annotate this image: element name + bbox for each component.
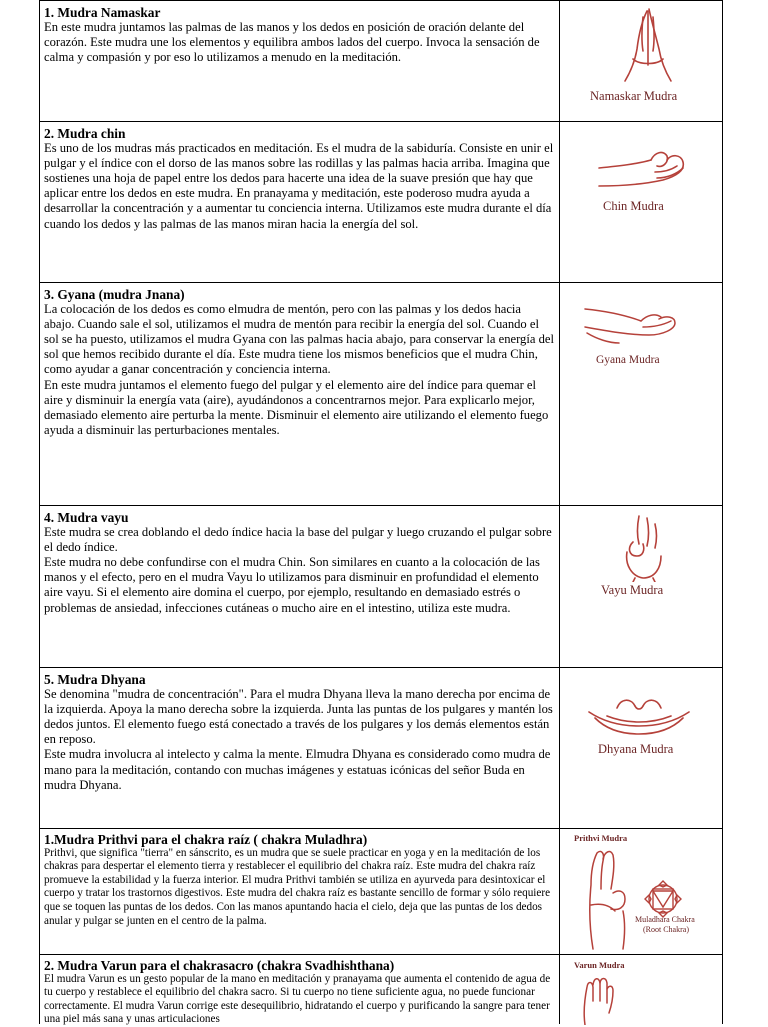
varun-mudra-hand-illustration [579,971,623,1025]
row-text [44,959,554,1027]
row-body: El mudra Varun es un gesto popular de la mano en meditación y pranayama que aumenta el contenido de agua de tu cuerpo y restablece el equilibrio del chakra sacro. Si tu cuerpo no tiene suficiente agua, no puede funcionar correctamente. El mudra Varun corrige este desequilibrio, hidratando el cuerpo y purificando la sangre para tener una piel más sana y unas articulaciones [44,972,551,1026]
table-row [39,667,723,828]
row-title: 4. Mudra vayu [44,510,129,525]
row-title: 2. Mudra Varun para el chakrasacro (chakra Svadhishthana) [44,958,395,973]
image-label: Prithvi Mudra [574,833,628,843]
table-row [39,282,723,505]
row-body: Es uno de los mudras más practicados en meditación. Es el mudra de la sabiduría. Consiste en unir el pulgar y el índice con el dorso de las manos sobre las rodillas y las palmas hacia arriba. Imagina que sostienes una hoja de papel entre los dedos para hacerte una idea de la suave presión que hay que aplicar entre los dedos en este mudra. En pranayama y meditación, este poderoso mudra ayuda a desarrollar la concentración y a aumentar tu conciencia interna. Utilizamos este mudra durante el día cuando los dedos y las palmas de las manos miran hacia la energía del sol. [44,141,554,231]
table-row [39,505,723,667]
row-title: 5. Mudra Dhyana [44,672,146,687]
image-label: Dhyana Mudra [598,742,674,756]
row-text [44,126,554,232]
row-body: En este mudra juntamos el elemento fuego del pulgar y el elemento aire del índice para quemar el aire y disminuir la energía vata (aire), ayudándonos a concentrarnos mejor. Para explicarlo mejor, demasiado elemento aire perturba la mente. Disminuir el elemento aire utilizando el elemento fuego ayuda a disminuir las perturbaciones mentales. [44,377,549,437]
row-body: En este mudra juntamos las palmas de las manos y los dedos en posición de oración delante del corazón. Este mudra une los elementos y equilibra ambos lados del cuerpo. Invoca la sensación de calma y compasión y por eso lo utilizamos a menudo en la meditación. [44,20,540,65]
row-body: Prithvi, que significa "tierra" en sánscrito, es un mudra que se suele practicar en yoga y en la meditación de los chakras para despertar el elemento tierra y restablecer el equilibrio del chakra raíz. Este mudra del chakra raíz promueve la estabilidad y la fuerza interior. El mudra Prithvi también se utiliza en ayurveda para desintoxicar el cuerpo y tratar los trastornos digestivos. Este mudra del chakra raíz es bastante sencillo de formar y sólo requiere que se toquen las puntas de los dedos. Con las manos apuntando hacia el cielo, deja que las puntas de los dedos anular y pulgar se junten en el centro de la palma. [44,846,551,927]
table-row [39,0,723,121]
dhyana-mudra-illustration [587,688,691,738]
image-label: Gyana Mudra [596,354,660,366]
row-body: Este mudra no debe confundirse con el mudra Chin. Son similares en cuanto a la colocación de las manos y el efecto, pero en el mudra Vayu lo utilizamos para disminuir en profundidad el elemento aire vayu. Si el elemento aire domina el cuerpo, por ejemplo, resultando en demasiado estrés o problemas de ansiedad, infecciones cutáneas o mucho aire en el intestino, utiliza este mudra. [44,555,540,615]
table-row [39,954,723,1024]
table-row [39,828,723,954]
chin-mudra-illustration [597,146,689,194]
row-text [44,672,554,793]
table-row [39,121,723,282]
row-title: 2. Mudra chin [44,126,126,141]
prithvi-mudra-hand-illustration [579,845,635,951]
row-title: 1. Mudra Namaskar [44,5,161,20]
row-text [44,510,554,616]
vayu-mudra-illustration [609,512,679,582]
row-text [44,287,554,438]
row-body: Se denomina "mudra de concentración". Para el mudra Dhyana lleva la mano derecha por encima de la izquierda. Apoya la mano derecha sobre la izquierda. Junta las puntas de los pulgares y mantén los dedos juntos. El elemento fuego está conectado a través de los pulgares y los demás elementos están en reposo. [44,687,553,747]
row-title: 3. Gyana (mudra Jnana) [44,287,185,302]
row-text [44,5,554,65]
row-body: La colocación de los dedos es como elmudra de mentón, pero con las palmas y los dedos hacia abajo. Cuando sale el sol, utilizamos el mudra de mentón para recibir la energía del sol. Cuando el sol se ha puesto, utilizamos el mudra Gyana con las palmas hacia abajo, para conservar la energía del sol que hemos recibido durante el día. Este mudra tiene los mismos beneficios que el mudra Chin, como ayudar a ganar concentración y conciencia interna. [44,302,554,377]
image-sublabel: (Root Chakra) [643,925,689,934]
row-body: Este mudra involucra al intelecto y calma la mente. Elmudra Dhyana es considerado como mudra de mano para la meditación, contando con muchas imágenes y estatuas icónicas del señor Buda en mudra Dhyana. [44,747,551,792]
row-body: Este mudra se crea doblando el dedo índice hacia la base del pulgar y luego cruzando el pulgar sobre el dedo índice. [44,525,552,555]
image-label: Chin Mudra [603,199,664,213]
image-sublabel: Muladhara Chakra [635,915,695,924]
image-label: Namaskar Mudra [590,89,678,103]
mudra-table [39,0,723,1024]
row-title: 1.Mudra Prithvi para el chakra raíz ( chakra Muladhra) [44,832,368,847]
image-label: Vayu Mudra [601,583,664,597]
namaskar-mudra-illustration [609,5,689,85]
gyana-mudra-illustration [583,299,679,351]
image-label: Varun Mudra [574,960,625,970]
row-text [44,833,554,928]
